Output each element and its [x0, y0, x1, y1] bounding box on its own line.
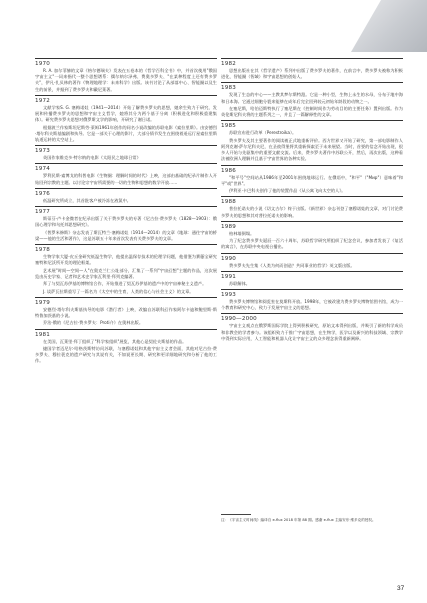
timeline-entry — [35, 163, 217, 185]
entry-paragraph: 安德烈·塔尔科夫斯基执导的电影《潜行者》上映，改编自苏联科幻作家阿尔卡迪和鲍里斯·斯特鲁加茨基的小说。 — [35, 306, 217, 319]
timeline-entry — [35, 58, 217, 93]
entry-year: 1978 — [35, 244, 217, 254]
entry-year: 1983 — [221, 82, 403, 92]
entry-year: 1974 — [35, 163, 217, 173]
entry-paragraph: 生物学家大厦-皮丘金研究低温生物学，他提出温保存技术的伦理学问题，他借鉴为赛藤宝研究塞特和尼沃所开发的理论框架。 — [35, 254, 217, 266]
entry-paragraph: 为了纪念费多罗夫诞辰一百六十周年，苏联哲学研究所组织了纪念会议，参加者发表了《复活的寓言》，在苏联中央电视台播出。 — [221, 238, 403, 250]
entry-paragraph: 乔治·俄的《尼古拉·费多罗夫：Proti介》在奥林出版。 — [43, 320, 144, 326]
corner-decoration — [351, 0, 427, 52]
entry-year: 1970 — [35, 58, 217, 68]
entry-year: 1977 — [35, 206, 217, 216]
entry-year: 1976 — [35, 188, 217, 198]
entry-paragraph: 英国作家维克多·特尔纳的电影《太阳民之地球日常》 — [43, 155, 141, 161]
entry-paragraph: 宇宙主义观点在俄罗斯国际学院上得到积极研究，原始文本得到出版，并吸引了新的科学成员和非教会的学者参与。该组织致力于推广宇宙思想，在生物学，医学以及新兴的科技领域、宗教学中得到实际应用，人工智能和机器人化让宇宙主义的众多理念获得重新阐释。 — [221, 323, 403, 341]
entry-year: 1988 — [221, 196, 403, 206]
entry-paragraph: 《普罗米修斯》杂志发表了斯瓦特兰·塞梅诺娃（1914—2014）的文章《地球：通往宇宙的桥梁——他的生活和著作》，这是苏联五十年来首次发表有关费多罗夫的文章。 — [35, 229, 217, 241]
timeline-entry — [35, 244, 217, 295]
timeline-entry — [221, 221, 403, 251]
entry-paragraph: 低温研究所成立，其首批客户被冷冻在液氮中。 — [43, 197, 131, 203]
timeline-entry — [35, 188, 217, 204]
timeline-left-column — [35, 58, 217, 367]
entry-year: 1972 — [35, 95, 217, 105]
entry-paragraph: 苏联宣布进行改革（Perestroika）。 — [229, 130, 297, 136]
entry-year: 1973 — [35, 145, 217, 155]
timeline-entry — [221, 313, 403, 342]
timeline-entry — [221, 196, 403, 218]
entry-year: 1990 — [221, 253, 403, 263]
entry-paragraph: J. 谈萨瓦拉斯重写了一篇名为《太空中的生育，人类的信心与社会主义》的文章。 — [43, 288, 194, 294]
page-number: 37 — [397, 585, 405, 592]
entry-year: 1989 — [221, 221, 403, 231]
entry-paragraph: 发现了生态的中心——主教其梦尔斯特派。它是一种小型，生物上永生的水母，分布于地中海和日本海。它通过细胞分裂来能够在成年后完全回到较元初始年龄段的动物之一。 — [221, 92, 403, 104]
entry-paragraph: 艺术展"时间—空间—人"在奥克兰仁公址部分，汇集了一系列"宇宙幻想"主题的作品，这次展览由历史学家、记者和艺术史学家瓦利里·拜列克编著。 — [35, 267, 217, 279]
entry-paragraph: "和平号"空间站从1986年至2001年围绕地球运行。在俄语中，"和平"（"Мир"）意味着"和平"或"世界"。 — [221, 174, 403, 186]
entry-paragraph: 费多罗夫博物馆和阅览室在莫斯科开放。1998年，它被改建为费多罗夫博物馆图书馆，成为一个教育和研究中心，致力于发展宇宙主义的思想。 — [221, 299, 403, 311]
entry-paragraph: 柏林墙倒塌。 — [229, 230, 255, 236]
timeline-entry — [221, 289, 403, 311]
timeline-entry — [35, 145, 217, 161]
entry-paragraph: 在美国，瓦莱里·拜丁组织了"科学家组织"展览，其他心是契佐夫斯基的作品。 — [43, 338, 187, 344]
entry-paragraph: 思想出版社在其《哲学遗产》系列中出版了费多罗夫的著作，在前言中，费多罗夫被称为积极进化、智能圈（智域）和宇宙思想的创始人。 — [221, 68, 403, 80]
timeline-entry — [35, 95, 217, 143]
timeline-entry — [35, 206, 217, 242]
timeline-entry — [35, 297, 217, 327]
entry-year: 1982 — [221, 58, 403, 68]
entry-paragraph: 伊利亚·卡巴科夫创作了他的装置作品《从公寓飞向太空的人》。 — [229, 188, 346, 194]
entry-year: 1990—2000 — [221, 313, 403, 323]
entry-paragraph: 捷国学者迈尼尔·哈格茨斯特访问苏联，与塞穆诺娃和其他宇宙主义者会面，其他对尼古拉·费多罗夫、穆拉裴克的遗产研究与其说有关，不如说更长期、研究和更详细地研究和分析了他的工作。 — [35, 346, 217, 364]
timeline-entry — [221, 120, 403, 162]
timeline-entry — [221, 58, 403, 80]
entry-year: 1979 — [35, 297, 217, 307]
timeline-right-column — [221, 58, 403, 344]
timeline-entry — [35, 329, 217, 365]
entry-paragraph: 普拉托诺夫的小说《切文古尔》终于出版。《新世界》杂志刊登了塞穆诺娃的文章，对门讨论费多罗夫的思想和其对普拉托诺夫的影响。 — [221, 206, 403, 218]
timeline-entry — [221, 253, 403, 269]
entry-paragraph: 根据波兰作家斯坦尼斯劳·莱姆1961年创作的同名小说改编的苏联电影《索拉里斯》。由安德烈·塔尔科夫斯基编剧和执导。它是一部关于心理的影片，大部分情节发生在围绕着遥远行星索拉里斯轨道运转的太空站上。 — [35, 124, 217, 143]
entry-year: 1991 — [221, 271, 403, 281]
entry-paragraph: 文献学家S. G. 塞梅诺娃（1941—2014）开始了解费多罗夫的思想，她余生致力于研究、发展和传播费多罗夫的思想和宇宙主义哲学，她将其分为两个基于分离（积极进化和积极重建集体）。研究费多罗夫思想对俄罗斯文学的影响，开研究了谢日诺。 — [35, 104, 217, 123]
entry-paragraph: 拜了与契瓦苏伊基的博物馆合作，开始推进了契瓦苏伊基的遗产中的宇宙神秘主义遗产。 — [43, 281, 207, 287]
timeline-entry — [221, 82, 403, 118]
entry-year: 1981 — [35, 329, 217, 339]
entry-paragraph: 在塞尼斯，哈伯迈斯特执行了塞尼斯在《控制时间作为劳动目的的主要任务》置到出版。作为英伦斯尼科夫将的主题系列之一，并且了一篇解释性的文章。 — [221, 106, 403, 118]
entry-year: 1993 — [221, 289, 403, 299]
timeline-entry — [221, 165, 403, 195]
entry-year: 1986 — [221, 165, 403, 175]
entry-paragraph: 罗利民斯·索博戈的科普电影《生物圈：理解时间的时代》上映，这部由基础的纪录片制作人开始回到宗教的主题。以讨论宗宇宙所需要的一切的生物和思想的数学开放…… — [35, 173, 217, 185]
timeline-entry — [221, 271, 403, 287]
entry-year: 1985 — [221, 120, 403, 130]
entry-paragraph: 费多罗夫先生集《人类为何而创造？共同事业的哲学》英文版出版。 — [229, 262, 355, 268]
entry-paragraph: 斯蒂芬·卢卡金微者在纪录出版了关于费多罗夫的专著《尼古拉·费多罗夫（1828—1903）：俄国心理学和乌托邦思想研究》。 — [35, 216, 217, 228]
footnote-rule — [221, 514, 251, 515]
entry-paragraph: 费多罗夫及其主要著作的阅读被正式地重新评价。西方世界又开始了研究，第一部电影制作人阿列克谢·萨尔尼科夫尼，在圣彼得堡将其重新探索至于未来展望。当时，首要的信念开始出现，很多人开始与先驱集中的重要文献交流。后来，费多罗夫著作中苏联公开，然后，再次出版，这种看法被欧洲人理解并且基于宇宙世界的各种实验。 — [221, 137, 403, 162]
entry-paragraph: 苏联解体。 — [229, 280, 250, 286]
footnote: 注：《宇宙主义时间线》编译自 e-flux 2018 年第 88 期。感谢 e-flux 主编安东·维多克的授权。 — [221, 518, 376, 522]
entry-paragraph: R. A. 加尔菲赫的文章《格尔德瑞夫》发表在五卷本的《哲学百科全书》中，并首次使用"俄国宇宙主义"一词来指代一整个思想谱系：儒尔纳尔泽弗、费奥多罗夫、"在某种程度上还有费多罗夫"，伊凡·扎贝林的著作《物理地理学：未来科学》出版。该书讨论了从部落中心、智能圈以及生生的前景，并据到了费多罗夫和戴尼莱著。 — [35, 68, 217, 92]
